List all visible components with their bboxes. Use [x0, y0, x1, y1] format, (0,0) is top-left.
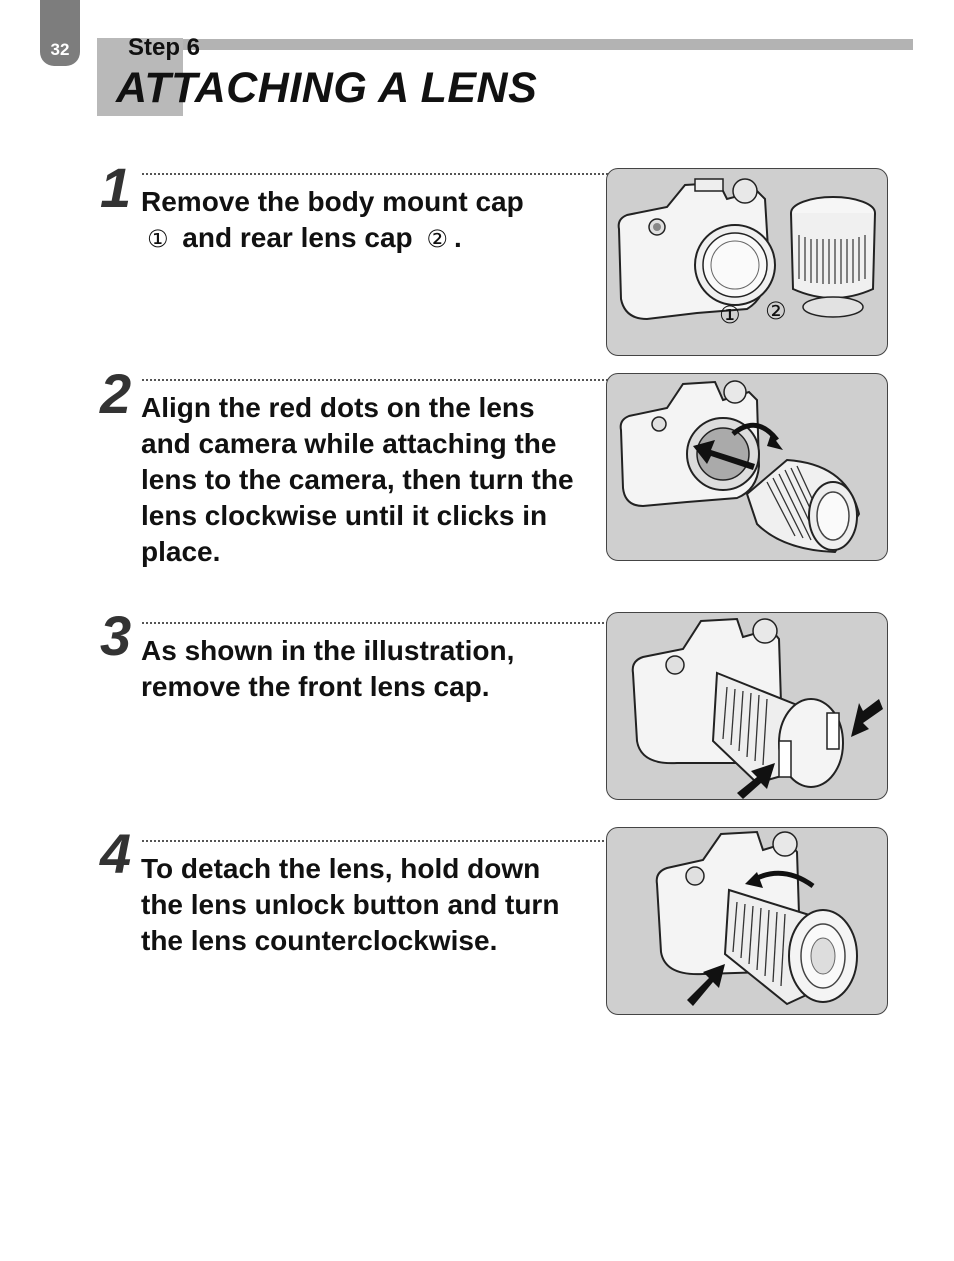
- lens-icon: [791, 197, 875, 317]
- callout-1-marker: ①: [719, 301, 741, 329]
- dotted-rule: [142, 622, 612, 624]
- callout-2-marker: ②: [426, 226, 448, 253]
- camera-body-icon: [607, 169, 887, 355]
- step-number: 4: [100, 822, 132, 885]
- callout-1-marker: ①: [147, 226, 169, 253]
- step-instruction: As shown in the illustration, remove the front lens cap.: [141, 635, 515, 702]
- step-text-mid: and rear lens cap: [182, 222, 413, 253]
- step-instruction: [141, 184, 581, 258]
- step-instruction: To detach the lens, hold down the lens unlock button and turn the lens counterclockwise.: [141, 853, 560, 956]
- step-instruction: Align the red dots on the lens and camera while attaching the lens to the camera, then turn the lens clockwise until it clicks in place.: [141, 392, 574, 567]
- dotted-rule: [142, 840, 612, 842]
- dotted-rule: [142, 379, 612, 381]
- camera-body-icon: [607, 374, 887, 560]
- illustration-panel-1: [606, 168, 888, 356]
- header-bar: [183, 39, 913, 50]
- illustration-panel-4: [606, 827, 888, 1015]
- step-text-end: .: [453, 222, 462, 253]
- step-text-line: Remove the body mount cap: [141, 186, 524, 217]
- page-number-tab: [40, 0, 80, 66]
- illustration-panel-3: [606, 612, 888, 800]
- step-number: 2: [100, 362, 132, 425]
- page-number: 32: [50, 40, 70, 59]
- illustration-panel-2: [606, 373, 888, 561]
- callout-2-marker: ②: [765, 297, 787, 325]
- lens-icon: [747, 460, 859, 552]
- camera-with-lens-icon: [607, 613, 887, 799]
- dotted-rule: [142, 173, 612, 175]
- step-number: 3: [100, 604, 132, 667]
- step-number: 1: [100, 156, 132, 219]
- camera-with-lens-icon: [607, 828, 887, 1014]
- page-title: ATTACHING A LENS: [116, 64, 538, 112]
- step-label: Step 6: [128, 34, 201, 61]
- arrow-icon: [851, 699, 883, 737]
